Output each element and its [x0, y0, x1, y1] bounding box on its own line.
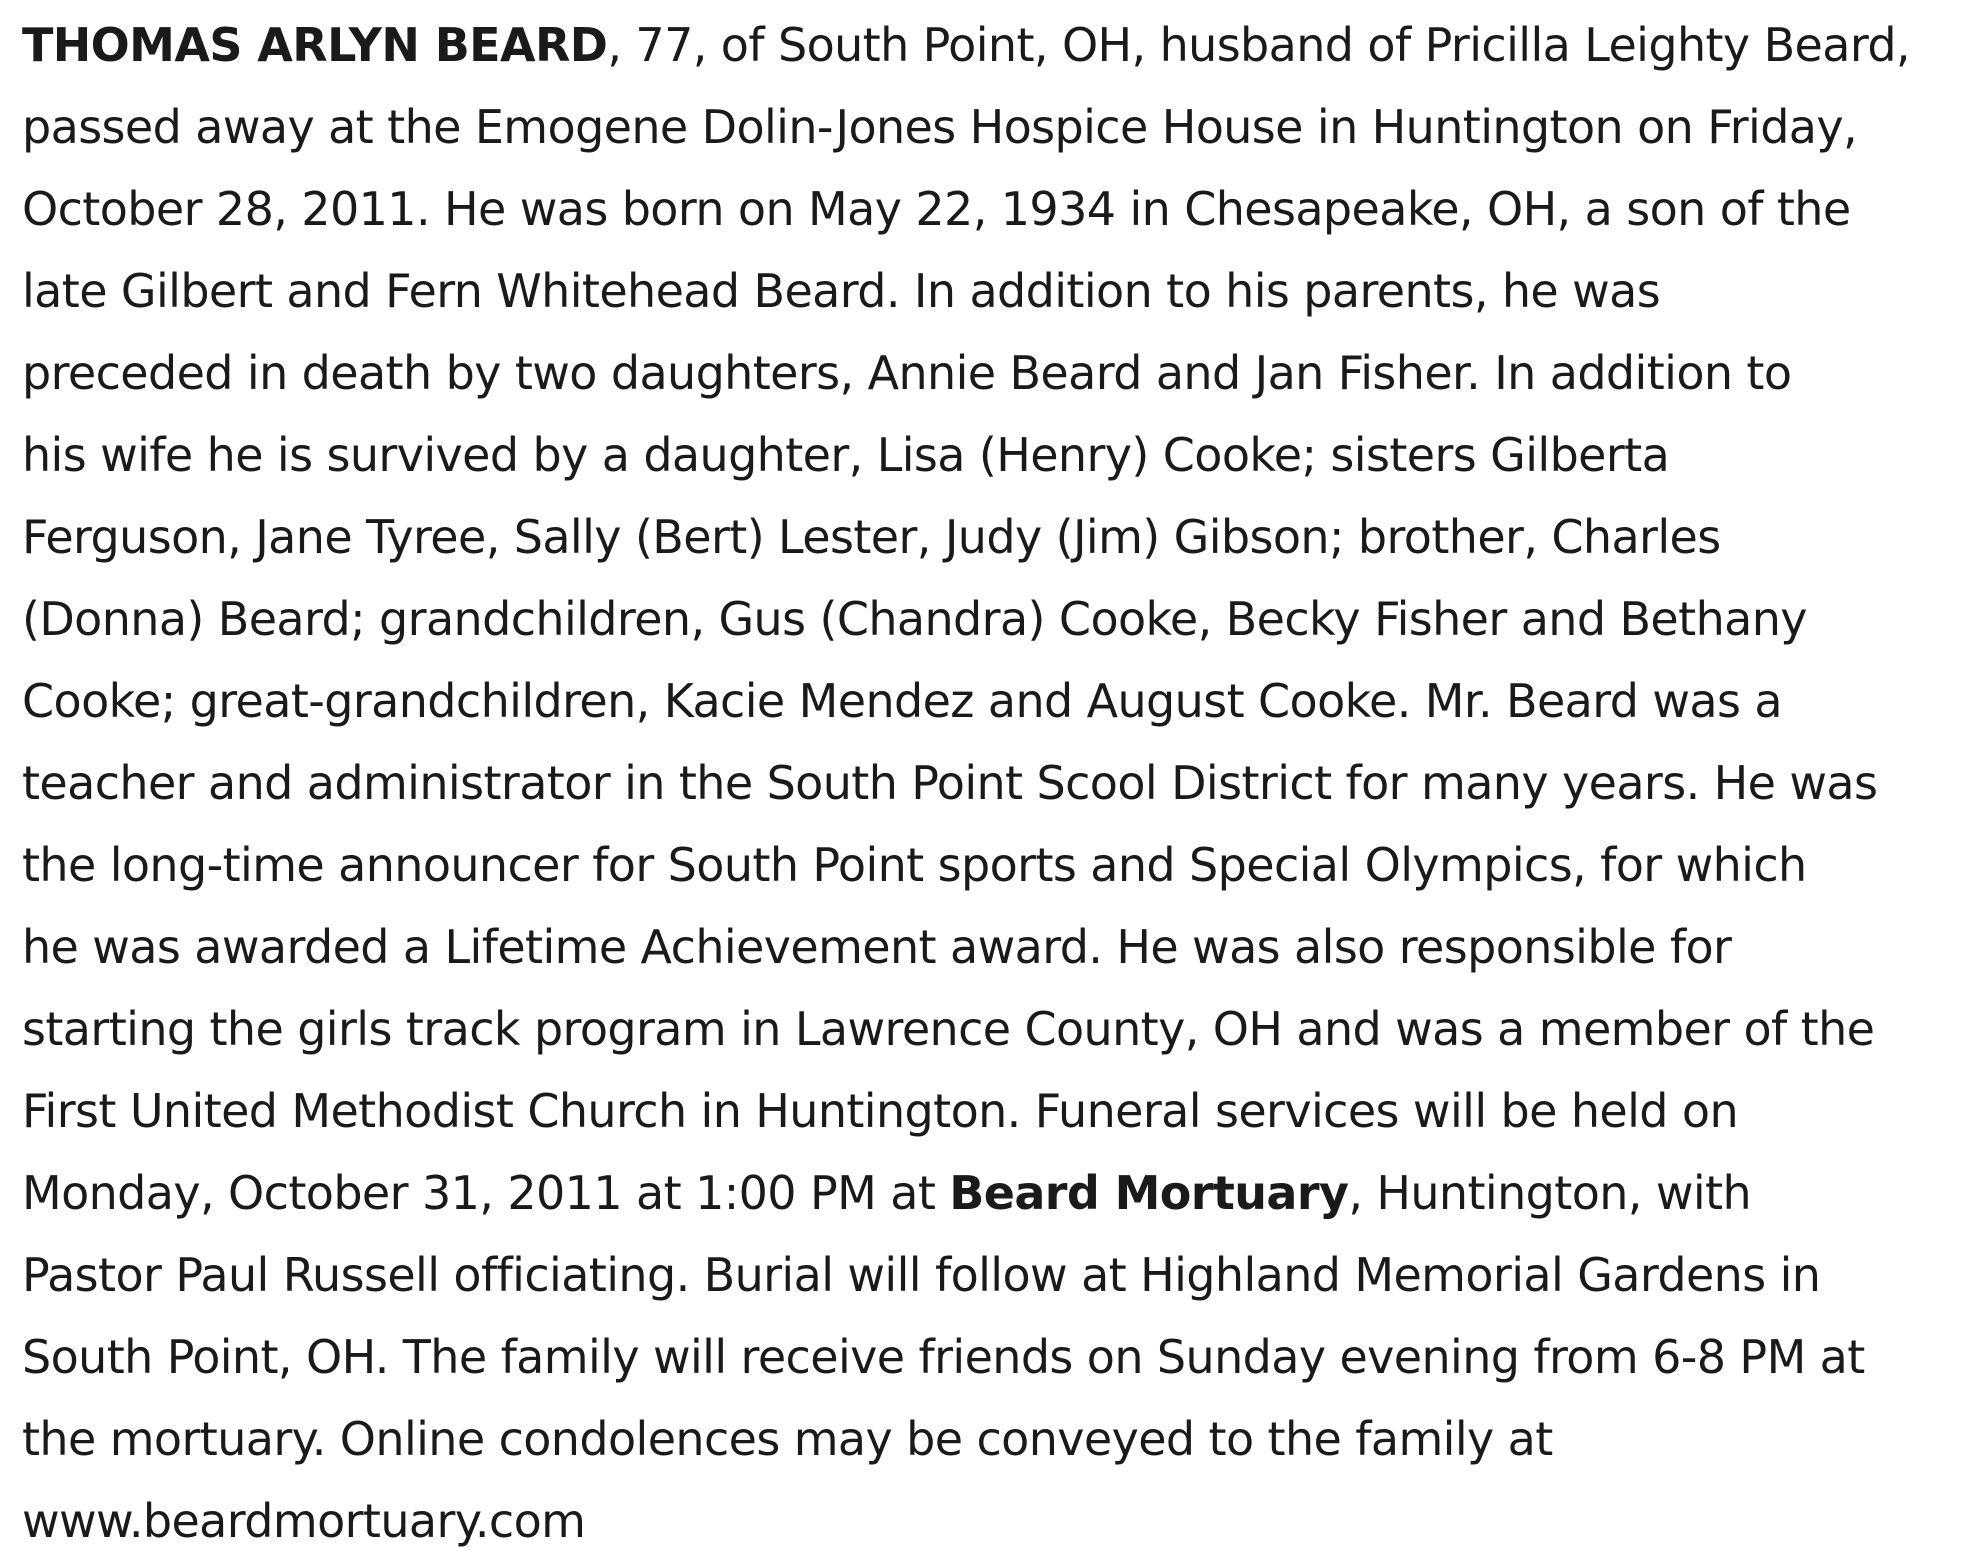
mortuary-name: Beard Mortuary — [949, 1166, 1349, 1220]
obituary-line-5: preceded in death by two daughters, Annie Beard and Jan Fisher. In addition to — [22, 346, 1792, 400]
obituary-line-8: (Donna) Beard; grandchildren, Gus (Chandra) Cooke, Becky Fisher and Bethany — [22, 592, 1807, 646]
obituary-line-6: his wife he is survived by a daughter, Lisa (Henry) Cooke; sisters Gilberta — [22, 428, 1670, 482]
line-15-text-before: Monday, October 31, 2011 at 1:00 PM at — [22, 1166, 950, 1220]
obituary-line-7: Ferguson, Jane Tyree, Sally (Bert) Lester, Judy (Jim) Gibson; brother, Charles — [22, 510, 1721, 564]
obituary-line-10: teacher and administrator in the South Point Scool District for many years. He was — [22, 756, 1878, 810]
obituary-line-1 — [22, 4, 1972, 86]
obituary-line-13: starting the girls track program in Lawrence County, OH and was a member of the — [22, 1002, 1875, 1056]
obituary-line-18: the mortuary. Online condolences may be conveyed to the family at — [22, 1412, 1553, 1466]
obituary-line-12: he was awarded a Lifetime Achievement award. He was also responsible for — [22, 920, 1732, 974]
obituary-line-14: First United Methodist Church in Huntington. Funeral services will be held on — [22, 1084, 1738, 1138]
line-1-text: , 77, of South Point, OH, husband of Pricilla Leighty Beard, — [607, 18, 1910, 72]
obituary-line-3: October 28, 2011. He was born on May 22, 1934 in Chesapeake, OH, a son of the — [22, 182, 1851, 236]
obituary-line-17: South Point, OH. The family will receive friends on Sunday evening from 6-8 PM at — [22, 1330, 1865, 1384]
obituary-line-11: the long-time announcer for South Point sports and Special Olympics, for which — [22, 838, 1807, 892]
deceased-name: THOMAS ARLYN BEARD — [22, 18, 608, 72]
website-url: www.beardmortuary.com — [22, 1494, 586, 1548]
obituary-line-4: late Gilbert and Fern Whitehead Beard. In addition to his parents, he was — [22, 264, 1661, 318]
obituary-line-16: Pastor Paul Russell officiating. Burial will follow at Highland Memorial Gardens in — [22, 1248, 1821, 1302]
obituary-text — [22, 4, 1972, 1562]
obituary-line-15 — [22, 1152, 1972, 1234]
obituary-line-9: Cooke; great-grandchildren, Kacie Mendez and August Cooke. Mr. Beard was a — [22, 674, 1782, 728]
obituary-line-2: passed away at the Emogene Dolin-Jones Hospice House in Huntington on Friday, — [22, 100, 1858, 154]
line-15-text-after: , Huntington, with — [1348, 1166, 1752, 1220]
